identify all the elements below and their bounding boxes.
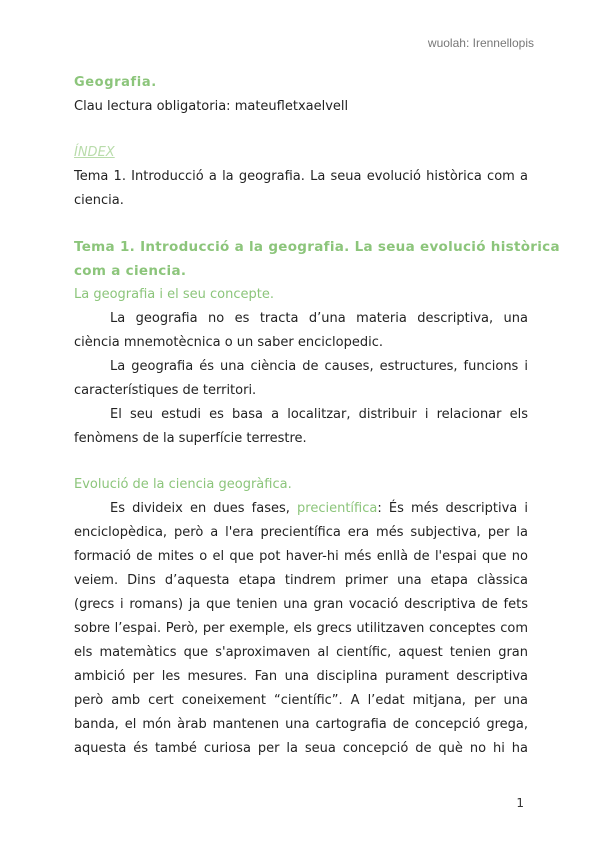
chapter-heading-cont: com a ciencia.: [74, 263, 187, 279]
paragraph-line: però amb cert coneixement “científic”. A l’edat mitjana, per una: [74, 693, 528, 708]
paragraph-line: enciclopèdica, però a l'era precientífica era més subjectiva, per la: [74, 525, 528, 540]
page-number: 1: [516, 796, 524, 810]
text: : És més descriptiva i: [377, 501, 528, 516]
section-heading-evolution: Evolució de la ciencia geogràfica.: [74, 477, 292, 492]
paragraph-line: fenòmens de la superfície terrestre.: [74, 431, 307, 446]
index-entry[interactable]: Tema 1. Introducció a la geografia. La seua evolució històrica com a: [74, 169, 528, 184]
paragraph-line: ambició per les mesures. Fan una disciplina purament descriptiva: [74, 669, 528, 684]
section-concept-body: [74, 307, 528, 451]
text: Es divideix en dues fases,: [110, 501, 298, 516]
watermark: wuolah: Irennellopis: [427, 36, 534, 50]
paragraph-line: (grecs i romans) ja que tenien una gran vocació descriptiva de fets: [74, 597, 528, 612]
paragraph-line: característiques de territori.: [74, 383, 257, 398]
section-evolution-body: [74, 521, 528, 761]
paragraph-line: El seu estudi es basa a localitzar, distribuir i relacionar els: [110, 407, 528, 422]
paragraph-line: ciència mnemotècnica o un saber enciclopedic.: [74, 335, 383, 350]
section-heading-concept: La geografia i el seu concepte.: [74, 287, 274, 302]
paragraph-line: aquesta és també curiosa per la seua concepció de què no hi ha: [74, 741, 528, 756]
highlighted-term: precientífica: [297, 501, 378, 516]
document-title: Geografia.: [74, 75, 157, 90]
paragraph-line: els matemàtics que s'aproximaven al científic, aquest tenien gran: [74, 645, 528, 660]
paragraph-line: La geografia no es tracta d’una materia descriptiva, una: [110, 311, 528, 326]
paragraph-line: sobre l’espai. Però, per exemple, els grecs utilitzaven conceptes com: [74, 621, 528, 636]
paragraph-line: La geografia és una ciència de causes, estructures, funcions i: [110, 359, 528, 374]
paragraph-line: banda, el món àrab mantenen una cartografia de concepció grega,: [74, 717, 528, 732]
index-entry-cont[interactable]: ciencia.: [74, 193, 124, 208]
index-link[interactable]: ÍNDEX: [74, 145, 115, 160]
paragraph-line: formació de mites o el que pot haver-hi més enllà de l'espai que no: [74, 549, 528, 564]
chapter-heading: Tema 1. Introducció a la geografia. La seua evolució històrica: [74, 239, 560, 255]
paragraph-line: [74, 497, 528, 521]
paragraph-line: veiem. Dins d’aquesta etapa tindrem primer una etapa clàssica: [74, 573, 528, 588]
document-page: [74, 71, 560, 761]
reading-key: Clau lectura obligatoria: mateufletxaelvell: [74, 99, 349, 114]
